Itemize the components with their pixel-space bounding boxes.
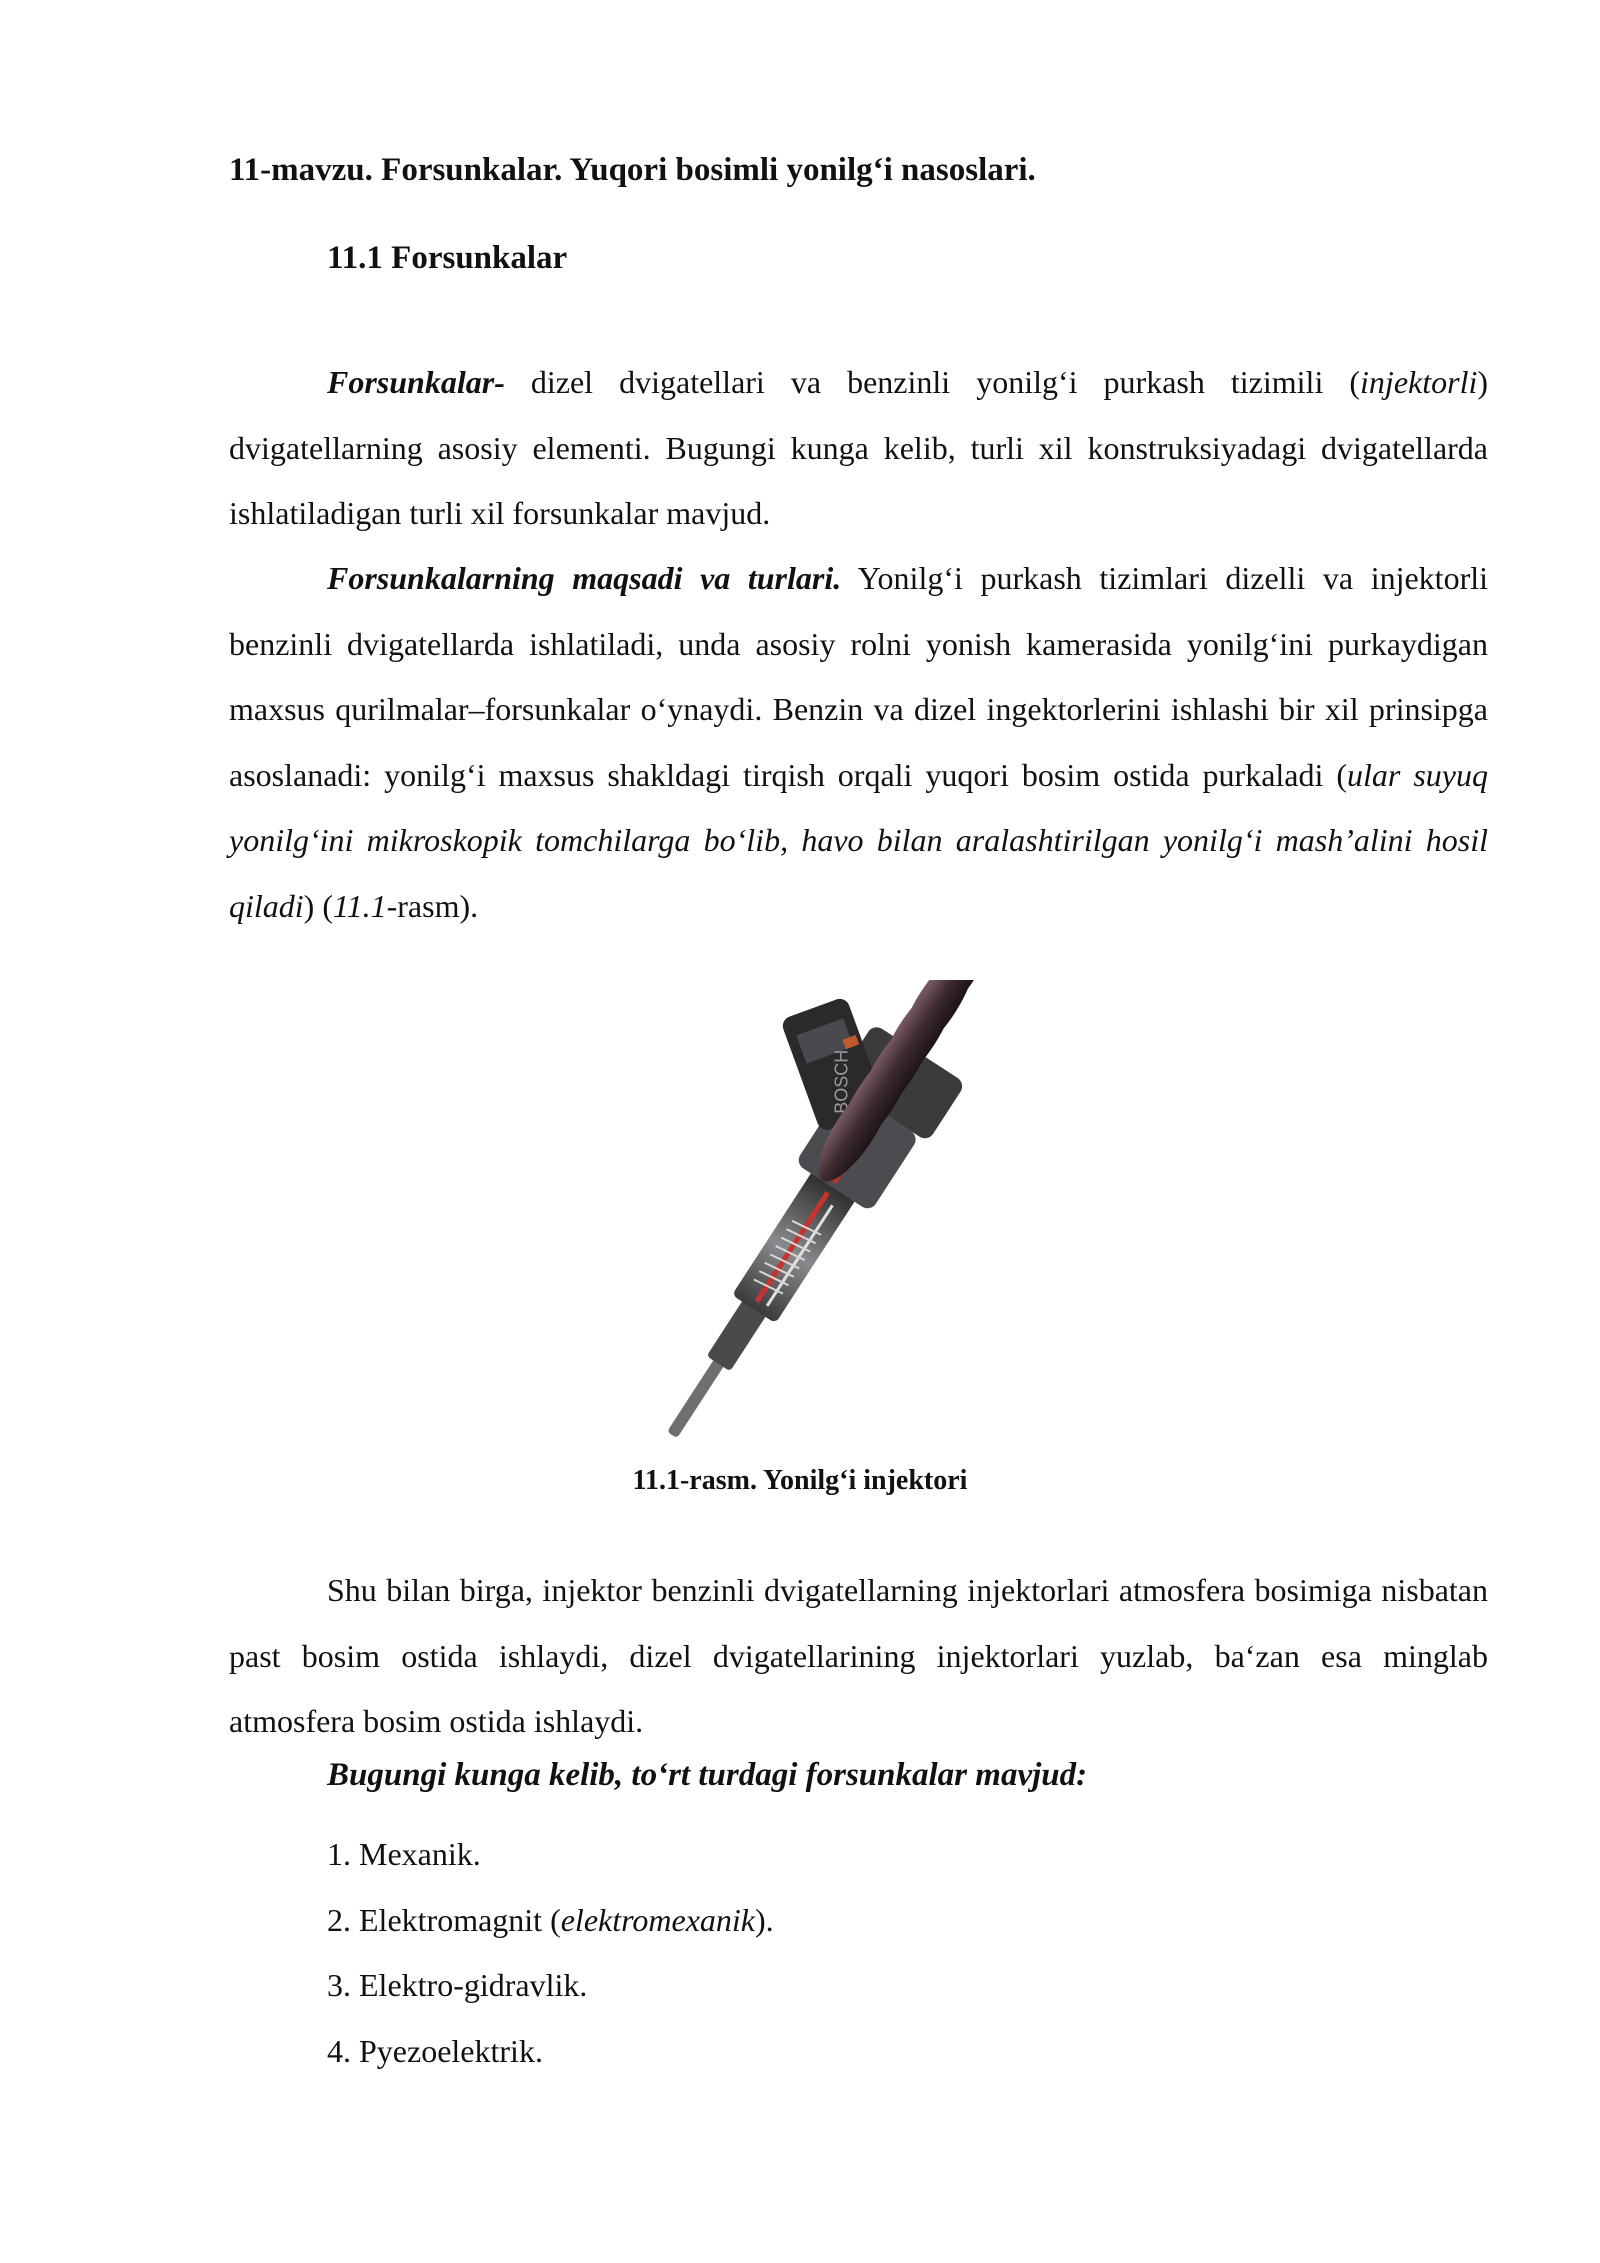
list-item [327, 1888, 774, 1954]
paragraph-text: ) dvigatellarning asosiy elementi. Bugungi kunga kelib, turli xil konstruksiyadagi dvigatellarda ishlatiladigan turli xil forsunkalar mavjud. [229, 364, 1488, 531]
paragraph-italic: injektorli [1360, 364, 1478, 400]
term-forsunkalar: Forsunkalar- [327, 364, 505, 400]
list-item-italic: elektromexanik [560, 1901, 755, 1938]
injector-types-list [327, 1822, 774, 2084]
paragraph-text: ) ( [303, 887, 333, 924]
paragraph-text: Yonilg‘i purkash tizimlari dizelli va injektorli benzinli dvigatellarda ishlatiladi, unda asosiy rolni yonish kamerasida yonilg‘ini purkaydigan maxsus qurilmalar–forsunkalar o‘ynaydi. Benzin va dizel ingektorlerini ishlashi bir xil prinsipga asoslanadi: yonilg‘i maxsus shakldagi tirqish orqali yuqori bosim ostida purkaladi ( [229, 560, 1489, 793]
brand-label: BOSCH [831, 1049, 852, 1114]
term-purpose: Forsunkalarning maqsadi va turlari. [327, 560, 842, 596]
paragraph-pressure: Shu bilan birga, injektor benzinli dvigatellarning injektorlari atmosfera bosimiga nisbatan past bosim ostida ishlaydi, dizel dvigatellarining injektorlari yuzlab, ba‘zan esa minglab atmosfera bosim ostida ishlaydi. [229, 1572, 1488, 1739]
list-item: 1. Mexanik. [327, 1836, 481, 1872]
paragraph-text: dizel dvigatellari va benzinli yonilg‘i purkash tizimili ( [504, 364, 1361, 400]
paragraph-italic: ular suyuq yonilg‘ini mikroskopik tomchilarga bo‘lib, havo bilan aralashtirilgan yonilg‘i mash’alini hosil qiladi [229, 756, 1489, 924]
list-heading: Bugungi kunga kelib, to‘rt turdagi forsunkalar mavjud: [327, 1757, 1088, 1793]
list-item: 4. Pyezoelektrik. [327, 2032, 543, 2069]
list-item-text: ). [754, 1901, 774, 1938]
topic-title: 11-mavzu. Forsunkalar. Yuqori bosimli yonilg‘i nasoslari. [229, 152, 1036, 188]
list-item: 3. Elektro-gidravlik. [327, 1967, 588, 2003]
paragraph-text: -rasm). [386, 887, 479, 924]
list-item-text: 2. Elektromagnit ( [327, 1901, 561, 1938]
section-heading: 11.1 Forsunkalar [327, 240, 568, 276]
paragraph-purpose [229, 546, 1488, 939]
paragraph-definition [229, 350, 1488, 547]
figure-reference: 11.1 [332, 887, 387, 924]
figure-caption: 11.1-rasm. Yonilg‘i injektori [632, 1465, 968, 1496]
fuel-injector-image [640, 980, 1080, 1450]
